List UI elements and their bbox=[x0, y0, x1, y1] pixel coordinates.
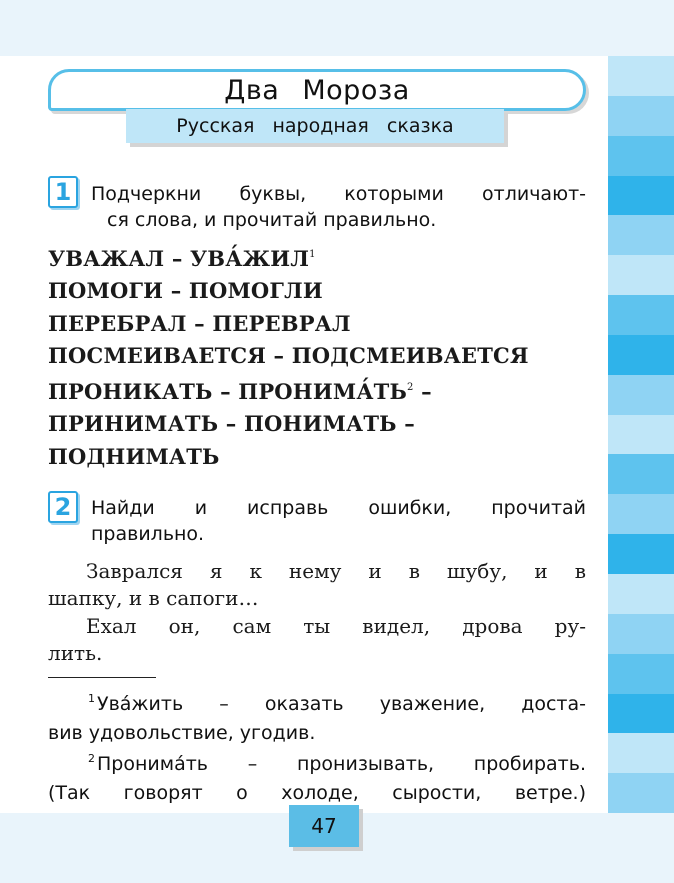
stripe-band bbox=[608, 654, 674, 694]
task-2-instruction-line: Найди и исправь ошибки, прочитай bbox=[91, 497, 586, 519]
task-2-number-badge: 2 bbox=[48, 491, 78, 523]
footnote-mark: 1 bbox=[88, 692, 95, 705]
stripe-band bbox=[608, 494, 674, 534]
stripe-band bbox=[608, 534, 674, 574]
subtitle-banner bbox=[126, 109, 504, 143]
stripe-band bbox=[608, 574, 674, 614]
footnote-divider bbox=[48, 677, 156, 678]
page-title: Два Мороза bbox=[224, 74, 410, 106]
task-2-instruction-line: правильно. bbox=[91, 523, 205, 545]
footnote-1 bbox=[48, 684, 586, 748]
footnote-line: $^1$ Ува́жить – оказать уважение, доста- bbox=[88, 692, 586, 715]
stripe-band bbox=[608, 415, 674, 455]
title-banner bbox=[48, 69, 586, 111]
word-line: ПРИНИМАТЬ – ПОНИМАТЬ – bbox=[48, 411, 415, 437]
stripe-band bbox=[608, 694, 674, 734]
stripe-band bbox=[608, 295, 674, 335]
word-line: УВАЖАЛ – УВА́ЖИЛ$^1$ bbox=[48, 246, 316, 271]
word-line: ПОСМЕИВАЕТСЯ – ПОДСМЕИВАЕТСЯ bbox=[48, 342, 529, 368]
verse-stanza-1 bbox=[48, 558, 586, 612]
page-subtitle: Русская народная сказка bbox=[176, 115, 454, 137]
task-1-instruction-line: ся слова, и прочитай правильно. bbox=[107, 209, 437, 231]
verse-stanza-2 bbox=[48, 613, 586, 667]
verse-line: шапку, и в сапоги… bbox=[48, 586, 259, 610]
footnote-mark: 2 bbox=[88, 752, 95, 765]
stripe-band bbox=[608, 96, 674, 136]
verse-line: Заврался я к нему и в шубу, и в bbox=[86, 559, 586, 583]
stripe-band bbox=[608, 215, 674, 255]
footnote-ref: 2 bbox=[407, 382, 414, 394]
stripe-band bbox=[608, 773, 674, 813]
top-band bbox=[0, 0, 674, 56]
task-1-instruction bbox=[91, 181, 586, 233]
stripe-band bbox=[608, 136, 674, 176]
word-line: ПРОНИКАТЬ – $ПРОНИМА́ТЬ^2$ – bbox=[48, 379, 432, 405]
stripe-band bbox=[608, 375, 674, 415]
decorative-stripes bbox=[608, 56, 674, 813]
word-line: ПОМОГИ – ПОМОГЛИ bbox=[48, 278, 323, 304]
footnote-ref: 1 bbox=[309, 249, 316, 260]
footnote-line: вив удовольствие, угодив. bbox=[48, 722, 316, 744]
footnote-line: (Так говорят о холоде, сырости, ветре.) bbox=[48, 782, 586, 804]
verse-line: Ехал он, сам ты видел, дрова ру- bbox=[86, 614, 586, 638]
stripe-band bbox=[608, 176, 674, 216]
stripe-band bbox=[608, 255, 674, 295]
stripe-band bbox=[608, 454, 674, 494]
stripe-band bbox=[608, 733, 674, 773]
stripe-band bbox=[608, 335, 674, 375]
page-number: 47 bbox=[289, 805, 359, 847]
word-line: ПЕРЕБРАЛ – ПЕРЕВРАЛ bbox=[48, 310, 351, 336]
footnote-2 bbox=[48, 744, 586, 808]
word-line: ПОДНИМАТЬ bbox=[48, 443, 220, 469]
stripe-band bbox=[608, 56, 674, 96]
word-pairs-list bbox=[48, 239, 588, 473]
task-1-instruction-line: Подчеркни буквы, которыми отличают- bbox=[91, 183, 586, 205]
footnote-line: $^2$ Пронима́ть – пронизывать, пробирать. bbox=[88, 752, 586, 775]
task-1-number-badge: 1 bbox=[48, 176, 78, 208]
verse-line: лить. bbox=[48, 641, 103, 665]
task-2-instruction bbox=[91, 495, 586, 547]
stripe-band bbox=[608, 614, 674, 654]
